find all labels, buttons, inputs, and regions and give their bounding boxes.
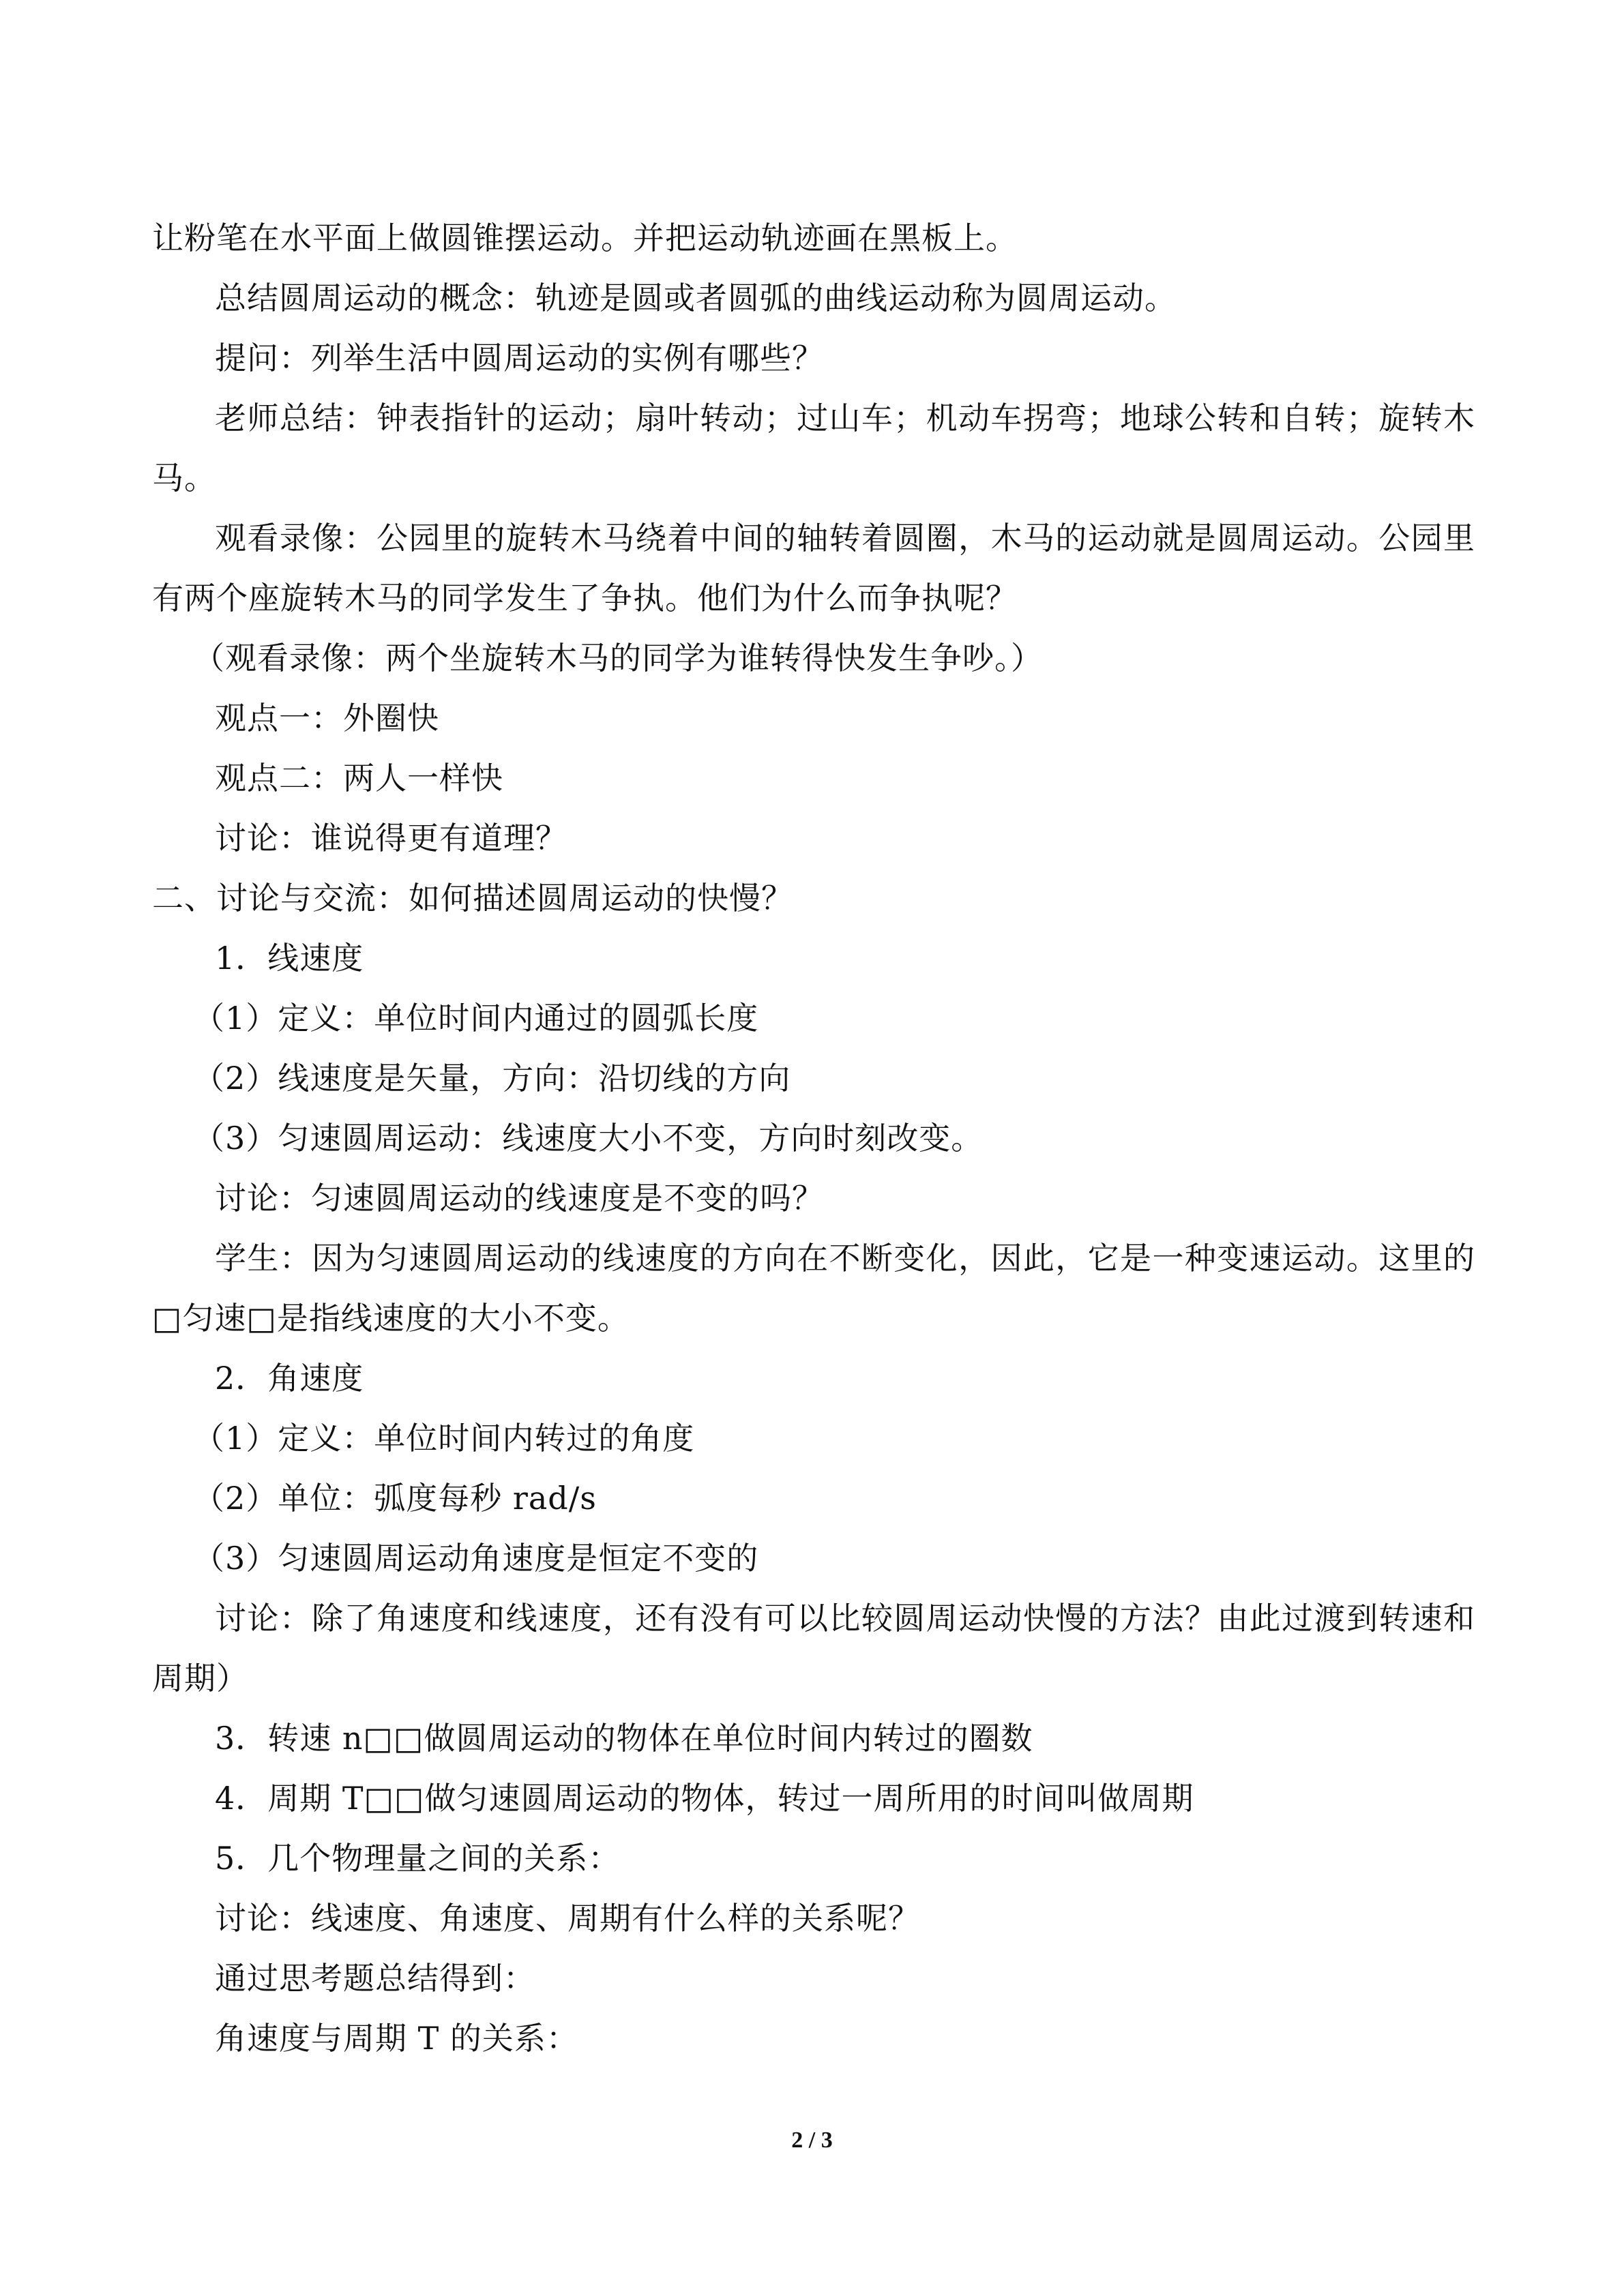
- paragraph: 学生：因为匀速圆周运动的线速度的方向在不断变化，因此，它是一种变速运动。这里的□匀速□是指线速度的大小不变。: [152, 1240, 1475, 1337]
- list-item: （2）线速度是矢量，方向：沿切线的方向: [193, 1060, 791, 1097]
- paragraph: 老师总结：钟表指针的运动；扇叶转动；过山车；机动车拐弯；地球公转和自转；旋转木马。: [152, 400, 1475, 496]
- list-item: （3）匀速圆周运动：线速度大小不变，方向时刻改变。: [193, 1120, 984, 1157]
- paragraph: 角速度与周期 T 的关系：: [215, 2020, 578, 2057]
- page-number: 2 / 3: [791, 2128, 833, 2153]
- list-item: （1）定义：单位时间内通过的圆弧长度: [193, 1000, 759, 1037]
- paragraph: 让粉笔在水平面上做圆锥摆运动。并把运动轨迹画在黑板上。: [152, 220, 1018, 256]
- paragraph: 讨论：线速度、角速度、周期有什么样的关系呢？: [215, 1900, 920, 1937]
- paragraph: 观点二：两人一样快: [215, 760, 503, 796]
- paragraph: 总结圆周运动的概念：轨迹是圆或者圆弧的曲线运动称为圆周运动。: [215, 280, 1177, 316]
- document-body: [152, 208, 1475, 2068]
- list-item: （2）单位：弧度每秒 rad/s: [193, 1480, 597, 1517]
- paragraph: （观看录像：两个坐旋转木马的同学为谁转得快发生争吵。）: [193, 640, 1043, 676]
- subheading: 5．几个物理量之间的关系：: [215, 1840, 621, 1877]
- subheading: 1．线速度: [215, 940, 364, 976]
- list-item: （1）定义：单位时间内转过的角度: [193, 1420, 695, 1457]
- paragraph: 观点一：外圈快: [215, 700, 439, 736]
- paragraph: 通过思考题总结得到：: [215, 1960, 535, 1997]
- paragraph: 观看录像：公园里的旋转木马绕着中间的轴转着圆圈，木马的运动就是圆周运动。公园里有两个座旋转木马的同学发生了争执。他们为什么而争执呢？: [152, 520, 1475, 616]
- subheading: 2．角速度: [215, 1360, 364, 1397]
- paragraph: 提问：列举生活中圆周运动的实例有哪些？: [215, 340, 824, 376]
- paragraph: 讨论：除了角速度和线速度，还有没有可以比较圆周运动快慢的方法？由此过渡到转速和周期）: [152, 1600, 1475, 1697]
- list-item: （3）匀速圆周运动角速度是恒定不变的: [193, 1540, 759, 1577]
- subheading: 4．周期 T□□做匀速圆周运动的物体，转过一周所用的时间叫做周期: [215, 1780, 1194, 1817]
- subheading: 3．转速 n□□做圆周运动的物体在单位时间内转过的圈数: [215, 1720, 1033, 1757]
- section-heading: 二、讨论与交流：如何描述圆周运动的快慢？: [152, 880, 793, 916]
- paragraph: 讨论：谁说得更有道理？: [215, 820, 567, 856]
- paragraph: 讨论：匀速圆周运动的线速度是不变的吗？: [215, 1180, 824, 1217]
